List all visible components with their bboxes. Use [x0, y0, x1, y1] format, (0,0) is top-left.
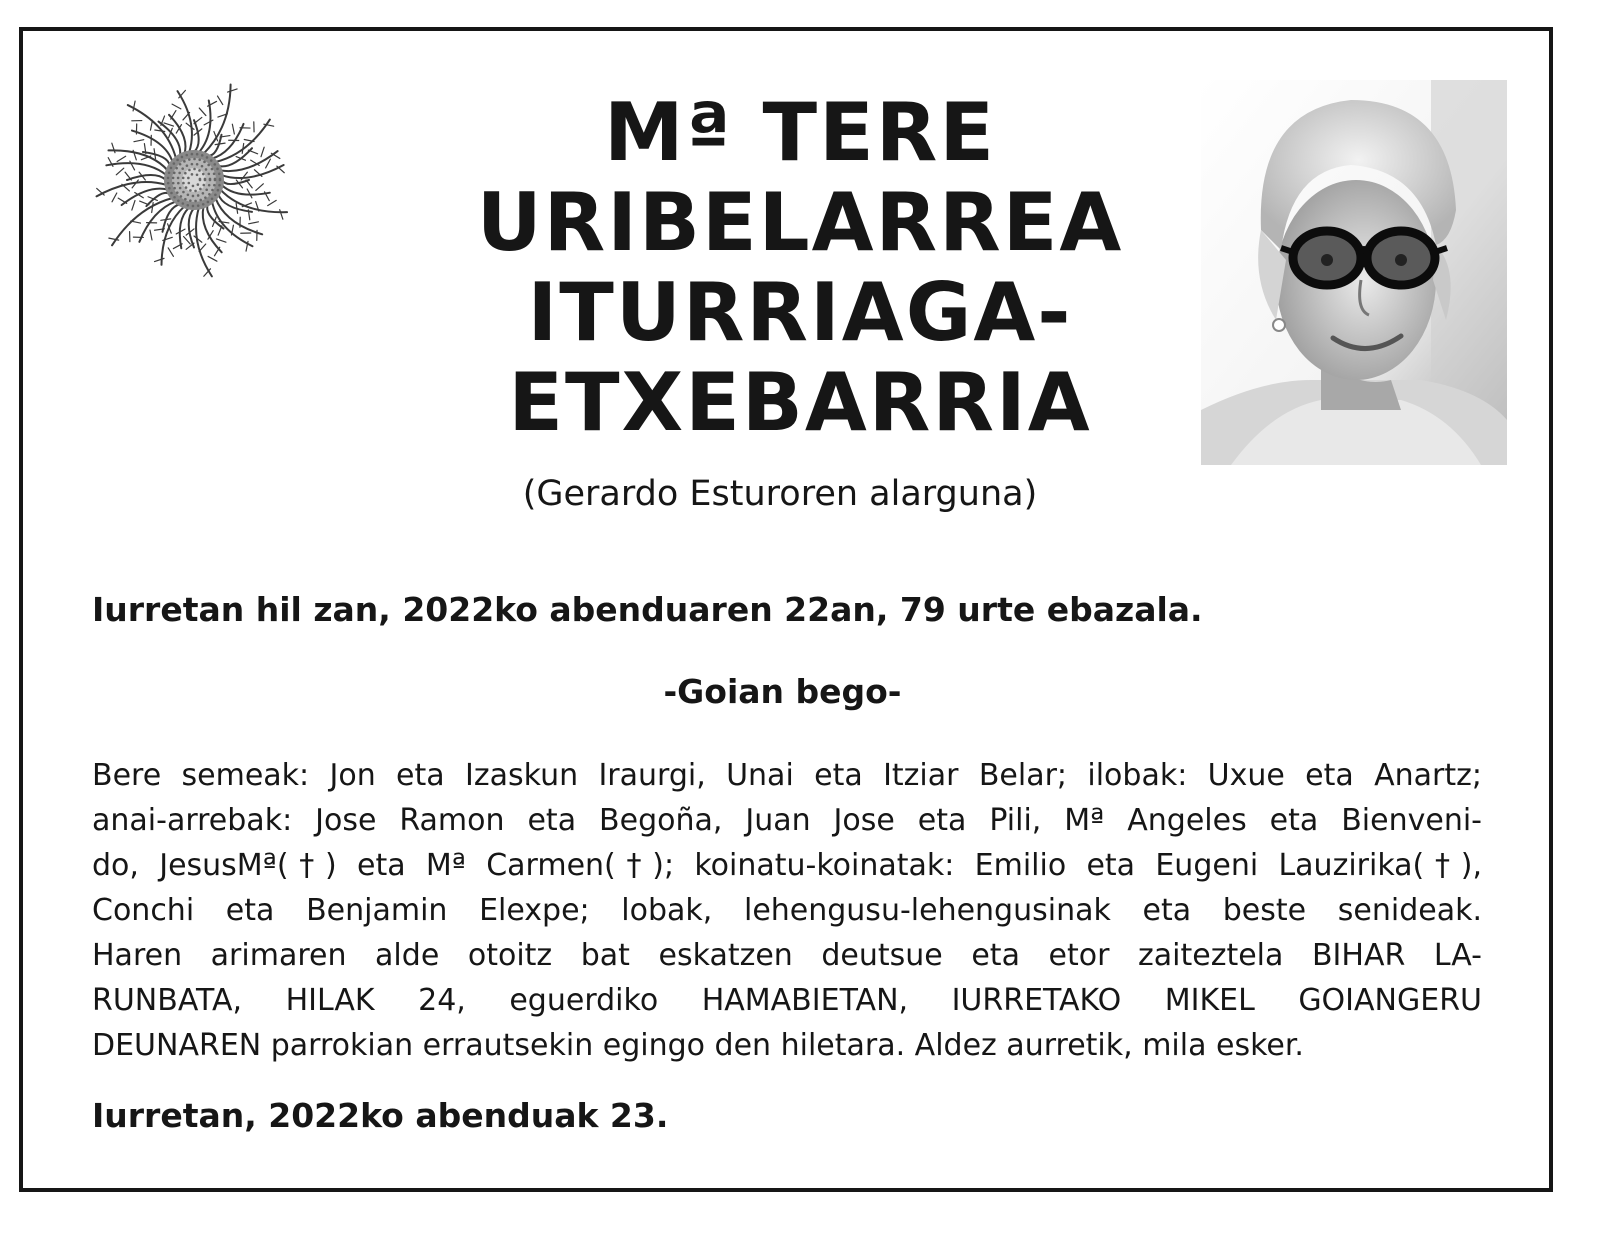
name-line: ITURRIAGA-	[527, 266, 1073, 359]
family-paragraph	[92, 753, 1482, 1068]
paragraph-line: do, JesusMª(†) eta Mª Carmen(†); koinatu-koinatak: Emilio eta Eugeni Lauzirika(†),	[92, 848, 1482, 883]
name-line: ETXEBARRIA	[508, 356, 1092, 449]
paragraph-line: Bere semeak: Jon eta Izaskun Iraurgi, Unai eta Itziar Belar; ilobak: Uxue eta Anartz;	[92, 758, 1482, 793]
widow-subtitle: (Gerardo Esturoren alarguna)	[522, 474, 1038, 514]
thistle-flower-icon	[84, 80, 304, 285]
name-line: URIBELARREA	[476, 176, 1124, 269]
blessing-line: -Goian bego-	[663, 672, 902, 711]
death-statement: Iurretan hil zan, 2022ko abenduaren 22an, 79 urte ebazala.	[92, 590, 1203, 629]
paragraph-line: DEUNAREN parrokian errautsekin egingo den hiletara. Aldez aurretik, mila esker.	[92, 1028, 1304, 1063]
paragraph-line: anai-arrebak: Jose Ramon eta Begoña, Juan Jose eta Pili, Mª Angeles eta Bienveni-	[92, 803, 1482, 838]
portrait-photo	[1201, 80, 1507, 465]
paragraph-line: Conchi eta Benjamin Elexpe; lobak, lehengusu-lehengusinak eta beste senideak.	[92, 893, 1482, 928]
deceased-name	[360, 88, 1240, 448]
name-line: Mª TERE	[603, 86, 997, 179]
paragraph-line: RUNBATA, HILAK 24, eguerdiko HAMABIETAN, IURRETAKO MIKEL GOIANGERU	[92, 983, 1482, 1018]
closing-date-line: Iurretan, 2022ko abenduak 23.	[92, 1096, 669, 1135]
paragraph-line: Haren arimaren alde otoitz bat eskatzen deutsue eta etor zaiteztela BIHAR LA-	[92, 938, 1482, 973]
